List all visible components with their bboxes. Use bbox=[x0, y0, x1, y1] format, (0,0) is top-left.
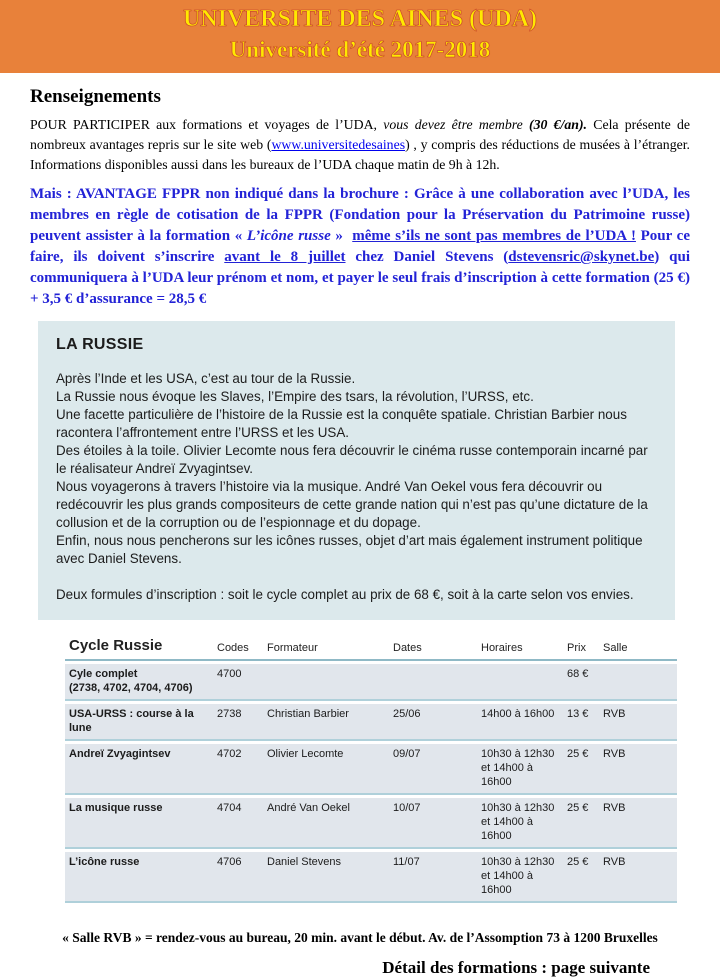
intro-text-3: ) , y compris des réductions de musées à l’étranger. Informations disponibles aussi dans les bureaux de l’UDA chaque matin de 9h à 12h. bbox=[30, 137, 691, 172]
cell-formateur: Olivier Lecomte bbox=[267, 744, 393, 795]
table-row bbox=[65, 852, 677, 903]
cell-salle: RVB bbox=[603, 798, 677, 849]
russia-paragraph: Nous voyagerons à travers l’histoire via la musique. André Van Oekel vous fera découvrir ou redécouvrir les plus grands compositeurs de cette grande nation qui n’est pas qu’une dictature de la collusion et de la corruption ou de l’espionnage et du dopage. bbox=[56, 479, 648, 530]
cell-code: 4700 bbox=[217, 664, 267, 701]
advantage-text-4: chez Daniel Stevens ( bbox=[345, 249, 509, 265]
cell-horaires: 14h00 à 16h00 bbox=[481, 704, 567, 741]
deadline-underline: avant le 8 juillet bbox=[224, 249, 346, 265]
intro-text-1: POUR PARTICIPER aux formations et voyages de l’UDA, bbox=[30, 117, 384, 132]
cell-code: 4706 bbox=[217, 852, 267, 903]
header-banner bbox=[0, 0, 720, 73]
russia-paragraph: Une facette particulière de l’histoire de la Russie est la conquête spatiale. Christian Barbier nous racontera l’affrontement entre l’URSS et les USA. bbox=[56, 407, 627, 440]
advantage-text-1: Mais : AVANTAGE FPPR non indiqué dans la brochure : Grâce à une collaboration avec l’UDA, les membres en règle de cotisation de la FPPR (Fondation pour la Préservation du Patrimoine russe) peuvent assister à la formation « bbox=[30, 186, 690, 244]
cell-prix: 13 € bbox=[567, 704, 603, 741]
cell-date: 11/07 bbox=[393, 852, 481, 903]
table-title: Cycle Russie bbox=[65, 637, 217, 661]
cell-horaires: 10h30 à 12h30 et 14h00 à 16h00 bbox=[481, 744, 567, 795]
cell-salle: RVB bbox=[603, 852, 677, 903]
cell-date: 10/07 bbox=[393, 798, 481, 849]
advantage-text-5: ) qui communiquera à l’UDA leur prénom et nom, et payer le seul frais d’inscription à cette formation (25 €) + 3,5 € d’assurance = 28,5 € bbox=[30, 249, 691, 307]
column-header-horaires: Horaires bbox=[481, 637, 567, 661]
cell-salle: RVB bbox=[603, 744, 677, 795]
table-row bbox=[65, 664, 677, 701]
column-header-salle: Salle bbox=[603, 637, 677, 661]
email-link[interactable]: dstevensric@skynet.be bbox=[508, 249, 655, 265]
russia-box-paragraphs bbox=[56, 370, 657, 604]
russia-box-title: LA RUSSIE bbox=[56, 336, 144, 353]
cell-course-name: La musique russe bbox=[65, 798, 217, 849]
intro-text-2: Cela présente de nombreux avantages repris sur le site web ( bbox=[30, 117, 690, 152]
cell-formateur: André Van Oekel bbox=[267, 798, 393, 849]
cell-date bbox=[393, 664, 481, 701]
cell-formateur: Christian Barbier bbox=[267, 704, 393, 741]
cell-formateur bbox=[267, 664, 393, 701]
cell-date: 25/06 bbox=[393, 704, 481, 741]
table-header-row bbox=[65, 637, 677, 661]
cell-date: 09/07 bbox=[393, 744, 481, 795]
russia-final-paragraph: Deux formules d’inscription : soit le cycle complet au prix de 68 €, soit à la carte selon vos envies. bbox=[56, 587, 634, 602]
page-title: Renseignements bbox=[30, 86, 161, 107]
membership-fee: (30 €/an). bbox=[529, 117, 587, 132]
cell-course-name: L’icône russe bbox=[65, 852, 217, 903]
cell-salle bbox=[603, 664, 677, 701]
cell-prix: 25 € bbox=[567, 852, 603, 903]
cell-formateur: Daniel Stevens bbox=[267, 852, 393, 903]
intro-paragraph bbox=[30, 115, 690, 175]
next-page-note: Détail des formations : page suivante bbox=[382, 958, 650, 977]
summer-university-subtitle: Université d’été 2017-2018 bbox=[229, 37, 491, 62]
cell-horaires: 10h30 à 12h30 et 14h00 à 16h00 bbox=[481, 798, 567, 849]
column-header-dates: Dates bbox=[393, 637, 481, 661]
cell-prix: 68 € bbox=[567, 664, 603, 701]
russia-paragraph: Enfin, nous nous pencherons sur les icônes russes, objet d’art mais également instrument politique avec Daniel Stevens. bbox=[56, 533, 643, 566]
column-header-prix: Prix bbox=[567, 637, 603, 661]
russia-paragraph: Des étoiles à la toile. Olivier Lecomte nous fera découvrir le cinéma russe contemporain incarné par le réalisateur Andreï Zvyagintsev. bbox=[56, 443, 648, 476]
university-title: UNIVERSITE DES AINES (UDA) bbox=[182, 6, 538, 32]
advantage-text-3: Pour ce faire, ils doivent s’inscrire bbox=[30, 228, 690, 265]
cell-prix: 25 € bbox=[567, 744, 603, 795]
salle-note: « Salle RVB » = rendez-vous au bureau, 20 min. avant le début. Av. de l’Assomption 73 à 1200 Bruxelles bbox=[62, 930, 658, 945]
cell-prix: 25 € bbox=[567, 798, 603, 849]
russia-paragraph: La Russie nous évoque les Slaves, l’Empire des tsars, la révolution, l’URSS, etc. bbox=[56, 389, 534, 404]
page-content bbox=[0, 86, 720, 978]
membership-condition-italic: vous devez être membre bbox=[383, 117, 530, 132]
cell-course-name: USA-URSS : course à la lune bbox=[65, 704, 217, 741]
column-header-codes: Codes bbox=[217, 637, 267, 661]
advantage-paragraph bbox=[30, 184, 690, 310]
cell-horaires bbox=[481, 664, 567, 701]
website-link[interactable]: www.universitedesaines bbox=[271, 137, 406, 152]
course-table-wrap bbox=[65, 634, 690, 906]
cell-salle: RVB bbox=[603, 704, 677, 741]
cell-code: 4704 bbox=[217, 798, 267, 849]
membership-exception-underline: même s’ils ne sont pas membres de l’UDA ! bbox=[352, 228, 636, 244]
russia-info-box bbox=[38, 321, 675, 620]
cell-code: 4702 bbox=[217, 744, 267, 795]
course-table bbox=[65, 634, 677, 906]
course-table-body bbox=[65, 664, 677, 903]
table-row bbox=[65, 704, 677, 741]
column-header-formateur: Formateur bbox=[267, 637, 393, 661]
cell-horaires: 10h30 à 12h30 et 14h00 à 16h00 bbox=[481, 852, 567, 903]
table-row bbox=[65, 744, 677, 795]
cell-code: 2738 bbox=[217, 704, 267, 741]
cell-course-name: Andreï Zvyagintsev bbox=[65, 744, 217, 795]
russia-paragraph: Après l’Inde et les USA, c’est au tour de la Russie. bbox=[56, 371, 356, 386]
advantage-text-2: » bbox=[330, 228, 353, 244]
table-row bbox=[65, 798, 677, 849]
course-name-italic: L’icône russe bbox=[246, 228, 331, 244]
cell-course-name: Cyle complet (2738, 4702, 4704, 4706) bbox=[65, 664, 217, 701]
